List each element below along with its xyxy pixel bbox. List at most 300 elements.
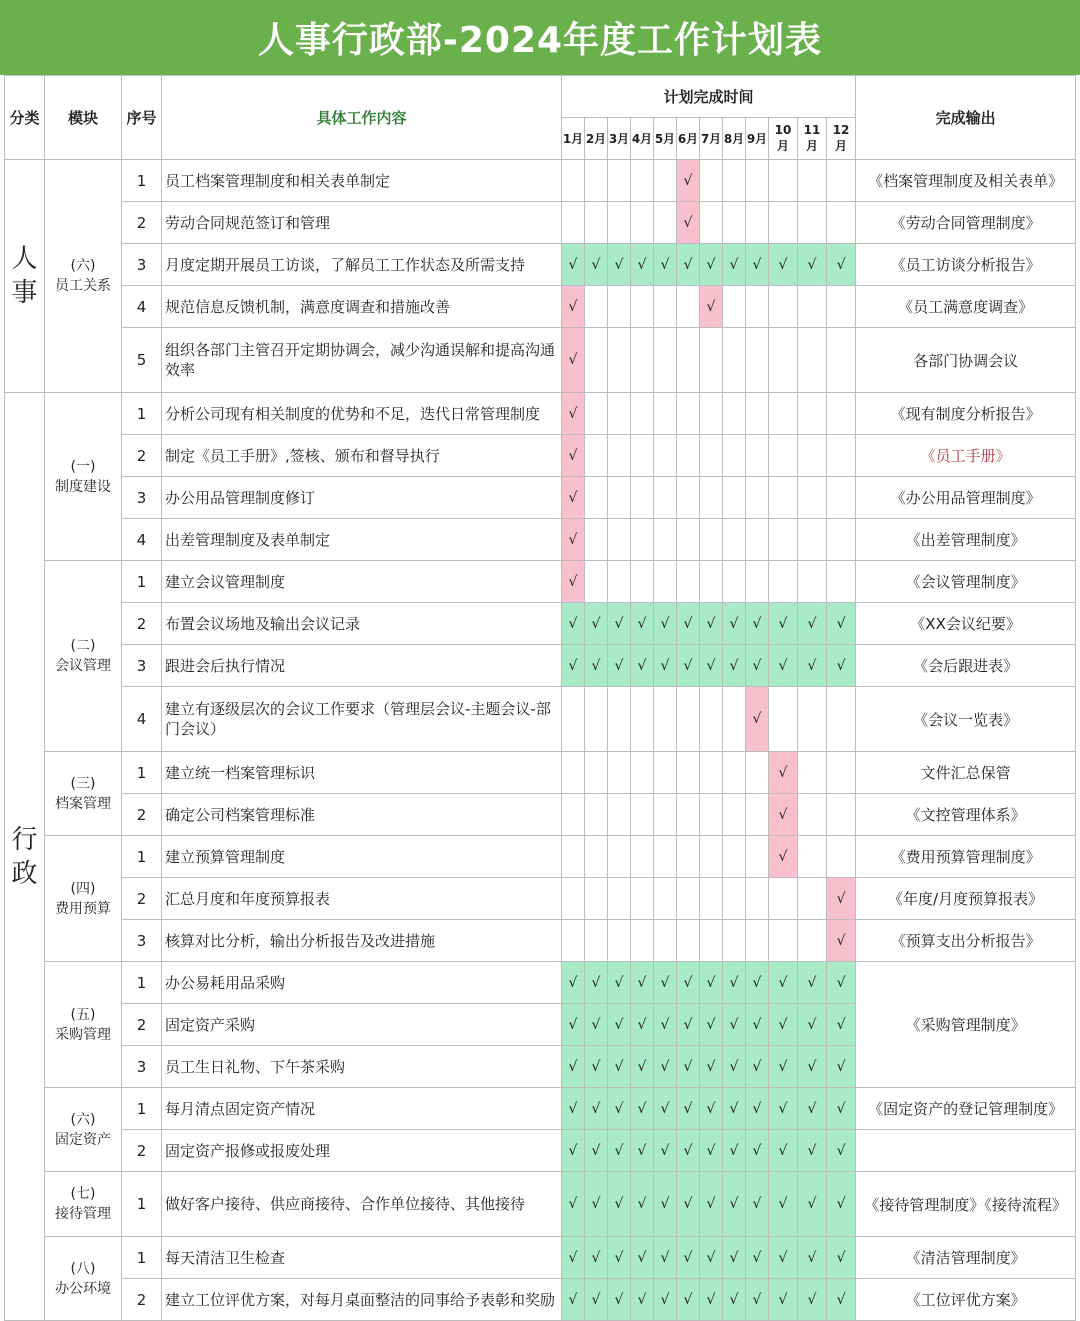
- table-row: [5, 202, 1076, 244]
- month-cell: [723, 1130, 746, 1172]
- month-cell: [700, 1172, 723, 1237]
- month-cell: [585, 1237, 608, 1279]
- table-row: [5, 1172, 1076, 1237]
- month-cell: [798, 328, 827, 393]
- check-mark: √: [568, 489, 578, 506]
- month-cell: [631, 752, 654, 794]
- month-cell: [827, 286, 856, 328]
- check-mark: √: [752, 256, 762, 273]
- check-mark: √: [836, 615, 846, 632]
- check-mark: √: [637, 256, 647, 273]
- check-mark: √: [591, 1249, 601, 1266]
- month-cell: [585, 645, 608, 687]
- work-plan-table: [4, 75, 1076, 1321]
- header-month: 11月: [798, 118, 827, 160]
- table-row: [5, 1237, 1076, 1279]
- month-cell: [585, 687, 608, 752]
- month-cell: [700, 878, 723, 920]
- work-content-cell: 汇总月度和年度预算报表: [162, 878, 562, 920]
- month-cell: [723, 603, 746, 645]
- module-name: 办公环境: [55, 1280, 111, 1297]
- month-cell: [631, 519, 654, 561]
- month-cell: [654, 244, 677, 286]
- module-cell: [45, 160, 122, 393]
- month-cell: [746, 393, 769, 435]
- month-cell: [608, 962, 631, 1004]
- work-content-cell: 员工生日礼物、下午茶采购: [162, 1046, 562, 1088]
- month-cell: [631, 202, 654, 244]
- month-cell: [585, 286, 608, 328]
- table-row: [5, 836, 1076, 878]
- month-cell: [608, 1172, 631, 1237]
- header-month: 6月: [677, 118, 700, 160]
- header-month: 5月: [654, 118, 677, 160]
- output-cell: 《接待管理制度》《接待流程》: [856, 1172, 1076, 1237]
- month-cell: [677, 752, 700, 794]
- seq-cell: 3: [122, 477, 162, 519]
- month-cell: [608, 160, 631, 202]
- check-mark: √: [568, 1291, 578, 1308]
- module-name: 员工关系: [55, 278, 111, 294]
- check-mark: √: [778, 1058, 788, 1075]
- month-cell: [700, 836, 723, 878]
- month-cell: [723, 962, 746, 1004]
- month-cell: [723, 244, 746, 286]
- check-mark: √: [729, 1142, 739, 1159]
- month-cell: [700, 687, 723, 752]
- work-content-cell: 员工档案管理制度和相关表单制定: [162, 160, 562, 202]
- check-mark: √: [807, 1249, 817, 1266]
- module-name: 接待管理: [55, 1206, 111, 1222]
- month-cell: [700, 1046, 723, 1088]
- check-mark: √: [568, 352, 578, 368]
- check-mark: √: [614, 974, 624, 991]
- category-cell: [5, 160, 45, 393]
- check-mark: √: [591, 1196, 601, 1212]
- check-mark: √: [836, 932, 846, 949]
- check-mark: √: [683, 172, 693, 189]
- month-cell: [700, 1237, 723, 1279]
- header-month: 3月: [608, 118, 631, 160]
- check-mark: √: [706, 1016, 716, 1033]
- month-cell: [608, 519, 631, 561]
- seq-cell: 4: [122, 519, 162, 561]
- month-cell: [769, 519, 798, 561]
- month-cell: [798, 1130, 827, 1172]
- month-cell: [631, 920, 654, 962]
- check-mark: √: [706, 1196, 716, 1212]
- header-month: 9月: [746, 118, 769, 160]
- month-cell: [631, 1279, 654, 1321]
- month-cell: [585, 1279, 608, 1321]
- table-row: [5, 244, 1076, 286]
- month-cell: [585, 962, 608, 1004]
- table-row: [5, 603, 1076, 645]
- seq-cell: 2: [122, 1130, 162, 1172]
- month-cell: [746, 752, 769, 794]
- month-cell: [700, 328, 723, 393]
- month-cell: [631, 1088, 654, 1130]
- month-cell: [677, 1279, 700, 1321]
- month-cell: [798, 645, 827, 687]
- check-mark: √: [729, 1058, 739, 1075]
- month-cell: [562, 286, 585, 328]
- month-cell: [562, 752, 585, 794]
- month-cell: [562, 1046, 585, 1088]
- work-content-cell: 跟进会后执行情况: [162, 645, 562, 687]
- output-cell: 《会后跟进表》: [856, 645, 1076, 687]
- month-cell: [608, 1088, 631, 1130]
- month-cell: [608, 202, 631, 244]
- check-mark: √: [614, 1016, 624, 1033]
- module-cell: [45, 393, 122, 561]
- seq-cell: 3: [122, 645, 162, 687]
- check-mark: √: [752, 1142, 762, 1159]
- month-cell: [700, 202, 723, 244]
- month-cell: [827, 836, 856, 878]
- check-mark: √: [683, 1142, 693, 1159]
- month-cell: [827, 1279, 856, 1321]
- month-cell: [827, 878, 856, 920]
- month-cell: [723, 1279, 746, 1321]
- check-mark: √: [836, 1016, 846, 1033]
- month-cell: [585, 920, 608, 962]
- month-cell: [631, 435, 654, 477]
- table-row: [5, 435, 1076, 477]
- seq-cell: 2: [122, 878, 162, 920]
- month-cell: [827, 561, 856, 603]
- month-cell: [608, 920, 631, 962]
- month-cell: [562, 435, 585, 477]
- month-cell: [827, 519, 856, 561]
- check-mark: √: [836, 1142, 846, 1159]
- table-row: [5, 286, 1076, 328]
- check-mark: √: [568, 1249, 578, 1266]
- output-cell: 《员工访谈分析报告》: [856, 244, 1076, 286]
- check-mark: √: [836, 1100, 846, 1117]
- work-content-cell: 建立统一档案管理标识: [162, 752, 562, 794]
- month-cell: [562, 202, 585, 244]
- month-cell: [723, 836, 746, 878]
- month-cell: [700, 393, 723, 435]
- month-cell: [608, 836, 631, 878]
- month-cell: [631, 962, 654, 1004]
- check-mark: √: [752, 1016, 762, 1033]
- output-cell: 《费用预算管理制度》: [856, 836, 1076, 878]
- work-content-cell: 劳动合同规范签订和管理: [162, 202, 562, 244]
- month-cell: [769, 160, 798, 202]
- check-mark: √: [778, 657, 788, 674]
- month-cell: [677, 435, 700, 477]
- month-cell: [677, 645, 700, 687]
- output-cell: 《清洁管理制度》: [856, 1237, 1076, 1279]
- check-mark: √: [752, 1291, 762, 1308]
- check-mark: √: [614, 615, 624, 632]
- check-mark: √: [637, 1291, 647, 1308]
- month-cell: [798, 1172, 827, 1237]
- check-mark: √: [614, 1196, 624, 1212]
- module-cell: [45, 1237, 122, 1321]
- seq-cell: 1: [122, 1088, 162, 1130]
- month-cell: [654, 1004, 677, 1046]
- seq-cell: 1: [122, 836, 162, 878]
- month-cell: [827, 328, 856, 393]
- output-cell: 《员工满意度调查》: [856, 286, 1076, 328]
- month-cell: [723, 1172, 746, 1237]
- check-mark: √: [568, 1058, 578, 1075]
- check-mark: √: [683, 974, 693, 991]
- month-cell: [798, 1237, 827, 1279]
- work-content-cell: 确定公司档案管理标准: [162, 794, 562, 836]
- month-cell: [631, 878, 654, 920]
- month-cell: [827, 1172, 856, 1237]
- table-row: [5, 878, 1076, 920]
- month-cell: [827, 435, 856, 477]
- check-mark: √: [568, 531, 578, 548]
- month-cell: [827, 920, 856, 962]
- month-cell: [562, 920, 585, 962]
- month-cell: [608, 1279, 631, 1321]
- month-cell: [562, 1004, 585, 1046]
- check-mark: √: [807, 1291, 817, 1308]
- month-cell: [700, 477, 723, 519]
- table-row: [5, 752, 1076, 794]
- month-cell: [723, 645, 746, 687]
- month-cell: [723, 561, 746, 603]
- check-mark: √: [660, 256, 670, 273]
- header-output: 完成输出: [856, 76, 1076, 160]
- check-mark: √: [683, 256, 693, 273]
- check-mark: √: [778, 806, 788, 823]
- month-cell: [827, 1046, 856, 1088]
- month-cell: [562, 878, 585, 920]
- check-mark: √: [807, 657, 817, 674]
- check-mark: √: [807, 1058, 817, 1075]
- month-cell: [769, 435, 798, 477]
- category-label: 事: [11, 278, 38, 308]
- month-cell: [562, 645, 585, 687]
- month-cell: [769, 328, 798, 393]
- module-num: (五): [70, 1006, 96, 1023]
- module-cell: [45, 836, 122, 962]
- month-cell: [769, 645, 798, 687]
- category-cell: [5, 393, 45, 1321]
- seq-cell: 2: [122, 794, 162, 836]
- check-mark: √: [591, 1142, 601, 1159]
- work-content-cell: 固定资产报修或报废处理: [162, 1130, 562, 1172]
- month-cell: [827, 962, 856, 1004]
- output-cell: 《年度/月度预算报表》: [856, 878, 1076, 920]
- header-month: 4月: [631, 118, 654, 160]
- work-content-cell: 做好客户接待、供应商接待、合作单位接待、其他接待: [162, 1172, 562, 1237]
- month-cell: [654, 519, 677, 561]
- month-cell: [798, 435, 827, 477]
- month-cell: [585, 561, 608, 603]
- month-cell: [769, 794, 798, 836]
- check-mark: √: [660, 974, 670, 991]
- month-cell: [827, 752, 856, 794]
- seq-cell: 2: [122, 1279, 162, 1321]
- module-num: (六): [70, 258, 96, 274]
- check-mark: √: [683, 1100, 693, 1117]
- month-cell: [677, 477, 700, 519]
- month-cell: [723, 286, 746, 328]
- month-cell: [700, 603, 723, 645]
- check-mark: √: [807, 1142, 817, 1159]
- table-row: [5, 1130, 1076, 1172]
- month-cell: [746, 1088, 769, 1130]
- month-cell: [631, 160, 654, 202]
- table-row: [5, 328, 1076, 393]
- work-content-cell: 布置会议场地及输出会议记录: [162, 603, 562, 645]
- month-cell: [746, 1004, 769, 1046]
- month-cell: [654, 687, 677, 752]
- month-cell: [769, 962, 798, 1004]
- header-month: 7月: [700, 118, 723, 160]
- module-name: 固定资产: [55, 1131, 111, 1148]
- month-cell: [827, 202, 856, 244]
- check-mark: √: [752, 1100, 762, 1117]
- month-cell: [631, 603, 654, 645]
- page-title: 人事行政部-2024年度工作计划表: [0, 0, 1080, 75]
- month-cell: [798, 244, 827, 286]
- check-mark: √: [660, 1196, 670, 1212]
- month-cell: [654, 1172, 677, 1237]
- month-cell: [700, 244, 723, 286]
- module-name: 会议管理: [55, 658, 111, 674]
- month-cell: [562, 1279, 585, 1321]
- work-content-cell: 每月清点固定资产情况: [162, 1088, 562, 1130]
- check-mark: √: [778, 256, 788, 273]
- month-cell: [608, 687, 631, 752]
- month-cell: [798, 794, 827, 836]
- check-mark: √: [614, 1142, 624, 1159]
- month-cell: [746, 1279, 769, 1321]
- seq-cell: 2: [122, 1004, 162, 1046]
- module-cell: [45, 1172, 122, 1237]
- month-cell: [608, 286, 631, 328]
- month-cell: [677, 202, 700, 244]
- check-mark: √: [568, 657, 578, 674]
- month-cell: [608, 561, 631, 603]
- month-cell: [562, 962, 585, 1004]
- check-mark: √: [778, 1249, 788, 1266]
- month-cell: [562, 393, 585, 435]
- month-cell: [677, 794, 700, 836]
- check-mark: √: [660, 1142, 670, 1159]
- check-mark: √: [591, 615, 601, 632]
- month-cell: [700, 752, 723, 794]
- seq-cell: 5: [122, 328, 162, 393]
- check-mark: √: [836, 890, 846, 907]
- month-cell: [562, 687, 585, 752]
- work-content-cell: 每天清洁卫生检查: [162, 1237, 562, 1279]
- table-row: [5, 477, 1076, 519]
- month-cell: [723, 519, 746, 561]
- month-cell: [585, 1004, 608, 1046]
- month-cell: [700, 1004, 723, 1046]
- month-cell: [798, 687, 827, 752]
- work-content-cell: 月度定期开展员工访谈，了解员工工作状态及所需支持: [162, 244, 562, 286]
- month-cell: [700, 1279, 723, 1321]
- month-cell: [654, 286, 677, 328]
- header-month: 1月: [562, 118, 585, 160]
- check-mark: √: [836, 1249, 846, 1266]
- month-cell: [827, 1237, 856, 1279]
- month-cell: [562, 244, 585, 286]
- category-label: 行: [11, 824, 38, 855]
- month-cell: [654, 477, 677, 519]
- header-month: 10月: [769, 118, 798, 160]
- work-content-cell: 建立会议管理制度: [162, 561, 562, 603]
- month-cell: [769, 1088, 798, 1130]
- month-cell: [798, 202, 827, 244]
- month-cell: [746, 328, 769, 393]
- header-month: 12月: [827, 118, 856, 160]
- output-cell: 《办公用品管理制度》: [856, 477, 1076, 519]
- month-cell: [562, 561, 585, 603]
- check-mark: √: [614, 1058, 624, 1075]
- month-cell: [723, 687, 746, 752]
- check-mark: √: [591, 1291, 601, 1308]
- check-mark: √: [637, 1142, 647, 1159]
- module-name: 采购管理: [55, 1026, 111, 1043]
- month-cell: [746, 561, 769, 603]
- check-mark: √: [591, 256, 601, 273]
- month-cell: [631, 836, 654, 878]
- header-plan-time: 计划完成时间: [562, 76, 856, 118]
- check-mark: √: [637, 1058, 647, 1075]
- table-row: [5, 794, 1076, 836]
- month-cell: [631, 1130, 654, 1172]
- month-cell: [585, 794, 608, 836]
- check-mark: √: [614, 1100, 624, 1117]
- month-cell: [631, 393, 654, 435]
- check-mark: √: [752, 711, 762, 727]
- month-cell: [798, 1004, 827, 1046]
- work-content-cell: 办公用品管理制度修订: [162, 477, 562, 519]
- month-cell: [798, 393, 827, 435]
- month-cell: [798, 477, 827, 519]
- check-mark: √: [706, 615, 716, 632]
- check-mark: √: [729, 256, 739, 273]
- month-cell: [746, 1046, 769, 1088]
- header-month: 8月: [723, 118, 746, 160]
- month-cell: [746, 962, 769, 1004]
- check-mark: √: [778, 615, 788, 632]
- month-cell: [723, 477, 746, 519]
- month-cell: [677, 160, 700, 202]
- module-name: 档案管理: [55, 795, 111, 812]
- month-cell: [700, 1130, 723, 1172]
- check-mark: √: [778, 1016, 788, 1033]
- month-cell: [654, 160, 677, 202]
- check-mark: √: [706, 1291, 716, 1308]
- seq-cell: 3: [122, 1046, 162, 1088]
- month-cell: [746, 202, 769, 244]
- month-cell: [769, 1279, 798, 1321]
- month-cell: [631, 1172, 654, 1237]
- month-cell: [677, 920, 700, 962]
- check-mark: √: [568, 1196, 578, 1212]
- month-cell: [608, 1004, 631, 1046]
- check-mark: √: [637, 1100, 647, 1117]
- check-mark: √: [729, 1291, 739, 1308]
- check-mark: √: [568, 573, 578, 590]
- month-cell: [562, 794, 585, 836]
- month-cell: [798, 603, 827, 645]
- module-num: (一): [70, 458, 96, 475]
